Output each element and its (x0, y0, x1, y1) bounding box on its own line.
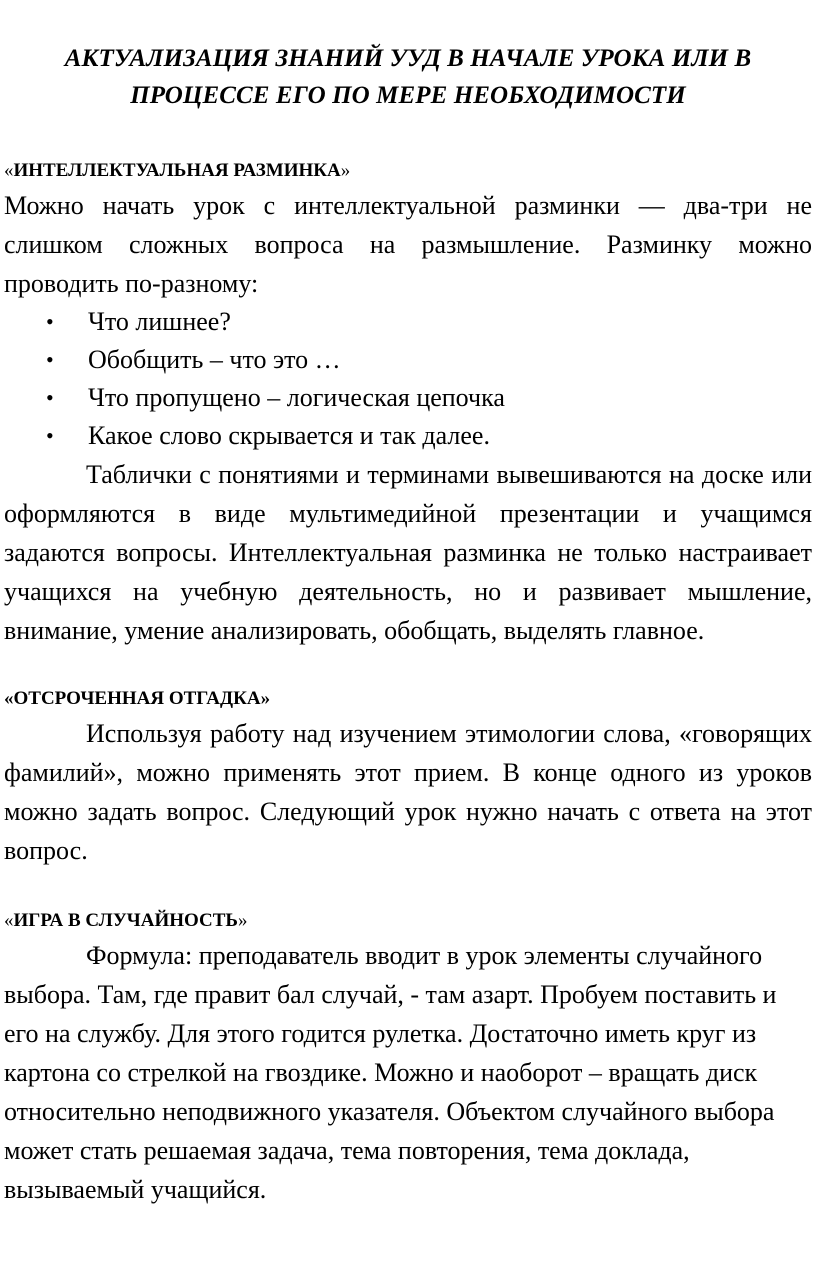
section-intellectual-warmup (4, 158, 812, 650)
list-item (4, 303, 812, 341)
list-item-text: Обобщить – что это … (88, 345, 341, 374)
heading-close-quote: » (340, 160, 351, 181)
heading-close-quote: » (237, 910, 248, 931)
section-body-paragraph: Таблички с понятиями и терминами вывешиваются на доске или оформляются в виде мультимедийной презентации и учащимся задаются вопросы. Интеллектуальная разминка не только настраивает учащихся на учебную деятельность, но и развивает мышление, внимание, умение анализировать, обобщать, выделять главное. (4, 460, 812, 645)
section-heading (4, 908, 812, 934)
list-item-text: Что пропущено – логическая цепочка (88, 383, 505, 412)
heading-text: ИГРА В СЛУЧАЙНОСТЬ (13, 910, 238, 931)
page-title: АКТУАЛИЗАЦИЯ ЗНАНИЙ УУД В НАЧАЛЕ УРОКА ИЛИ В ПРОЦЕССЕ ЕГО ПО МЕРЕ НЕОБХОДИМОСТИ (64, 45, 752, 109)
bullet-icon: • (46, 347, 54, 372)
list-item-text: Какое слово скрывается и так далее. (88, 421, 490, 450)
bullet-list (4, 303, 812, 455)
section-game-of-chance (4, 908, 812, 1209)
list-item (4, 341, 812, 379)
bullet-icon: • (46, 423, 54, 448)
section-body-paragraph: Используя работу над изучением этимологии слова, «говорящих фамилий», можно применять этот прием. В конце одного из уроков можно задать вопрос. Следующий урок нужно начать с ответа на этот вопрос. (4, 719, 812, 865)
section-heading: «ОТСРОЧЕННАЯ ОТГАДКА» (4, 688, 271, 709)
section-intro-paragraph: Можно начать урок с интеллектуальной разминки — два-три не слишком сложных вопроса на размышление. Разминку можно проводить по-разному: (4, 191, 812, 298)
list-item (4, 417, 812, 455)
list-item (4, 379, 812, 417)
heading-open-quote: « (4, 910, 14, 931)
section-delayed-answer (4, 686, 812, 870)
section-body-paragraph: Формула: преподаватель вводит в урок элементы случайного выбора. Там, где правит бал случай, - там азарт. Пробуем поставить и его на службу. Для этого годится рулетка. Достаточно иметь круг из картона со стрелкой на гвоздике. Можно и наоборот – вращать диск относительно неподвижного указателя. Объектом случайного выбора может стать решаемая задача, тема повторения, тема доклада, вызываемый учащийся. (4, 941, 777, 1204)
heading-open-quote: « (4, 160, 14, 181)
bullet-icon: • (46, 309, 54, 334)
section-heading (4, 158, 812, 184)
bullet-icon: • (46, 385, 54, 410)
list-item-text: Что лишнее? (88, 307, 231, 336)
heading-text: ИНТЕЛЛЕКТУАЛЬНАЯ РАЗМИНКА (13, 160, 341, 181)
